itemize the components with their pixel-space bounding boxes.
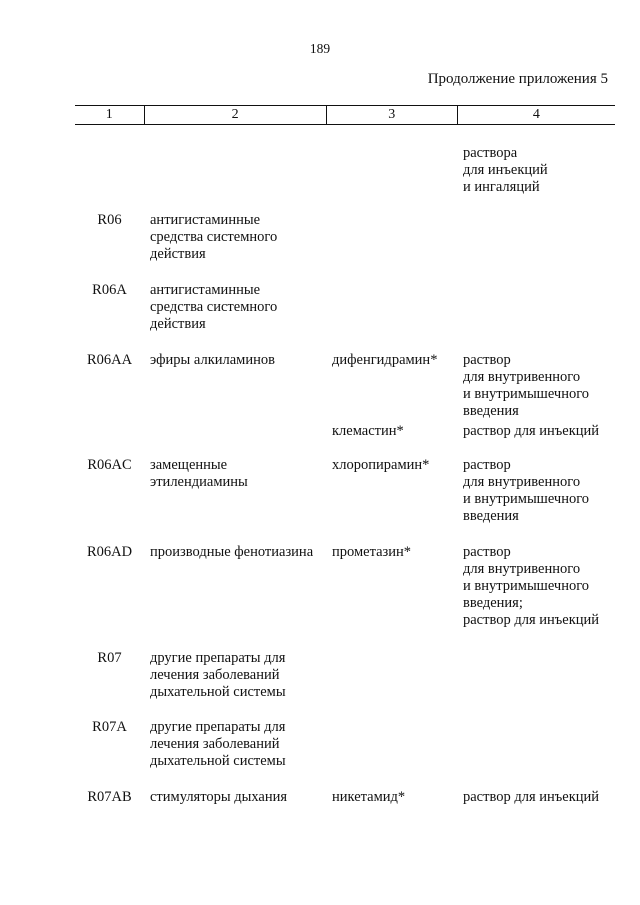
dosage-form: раствор для внутривенного и внутримышечного введения [463,352,590,419]
header-col-4: 4 [457,106,615,124]
header-col-3: 3 [326,106,457,124]
drug-name: клемастин* [332,423,404,439]
drug-name: дифенгидрамин* [332,352,438,368]
table-header [75,105,615,125]
drug-name: хлоропирамин* [332,457,430,473]
atc-code: R06AD [86,544,133,560]
drug-name: никетамид* [332,789,406,805]
atc-code: R07A [92,719,127,735]
group-name: замещенные этилендиамины [150,457,248,490]
group-name: эфиры алкиламинов [150,352,275,368]
page-number: 189 [309,41,331,56]
dosage-form: раствор для внутривенного и внутримышечного введения [463,457,590,524]
group-name: антигистаминные средства системного действия [150,282,278,332]
atc-code: R06A [92,282,127,298]
dosage-form: раствор для инъекций [463,789,600,805]
group-name: другие препараты для лечения заболеваний дыхательной системы [150,719,286,769]
group-name: производные фенотиазина [150,544,314,560]
atc-code: R07 [97,650,122,666]
continuation-note: Продолжение приложения 5 [427,71,608,87]
dosage-form: раствор для внутривенного и внутримышечного введения; раствор для инъекций [463,544,600,628]
atc-code: R07AB [87,789,132,805]
atc-code: R06AA [86,352,133,368]
drug-name: прометазин* [332,544,412,560]
atc-code: R06AC [87,457,132,473]
group-name: другие препараты для лечения заболеваний дыхательной системы [150,650,286,700]
atc-code: R06 [97,212,122,228]
dosage-form: раствор для инъекций [463,423,600,439]
group-name: стимуляторы дыхания [150,789,288,805]
group-name: антигистаминные средства системного действия [150,212,278,262]
dosage-form: раствора для инъекций и ингаляций [463,145,548,195]
header-col-2: 2 [144,106,326,124]
header-col-1: 1 [105,107,113,122]
